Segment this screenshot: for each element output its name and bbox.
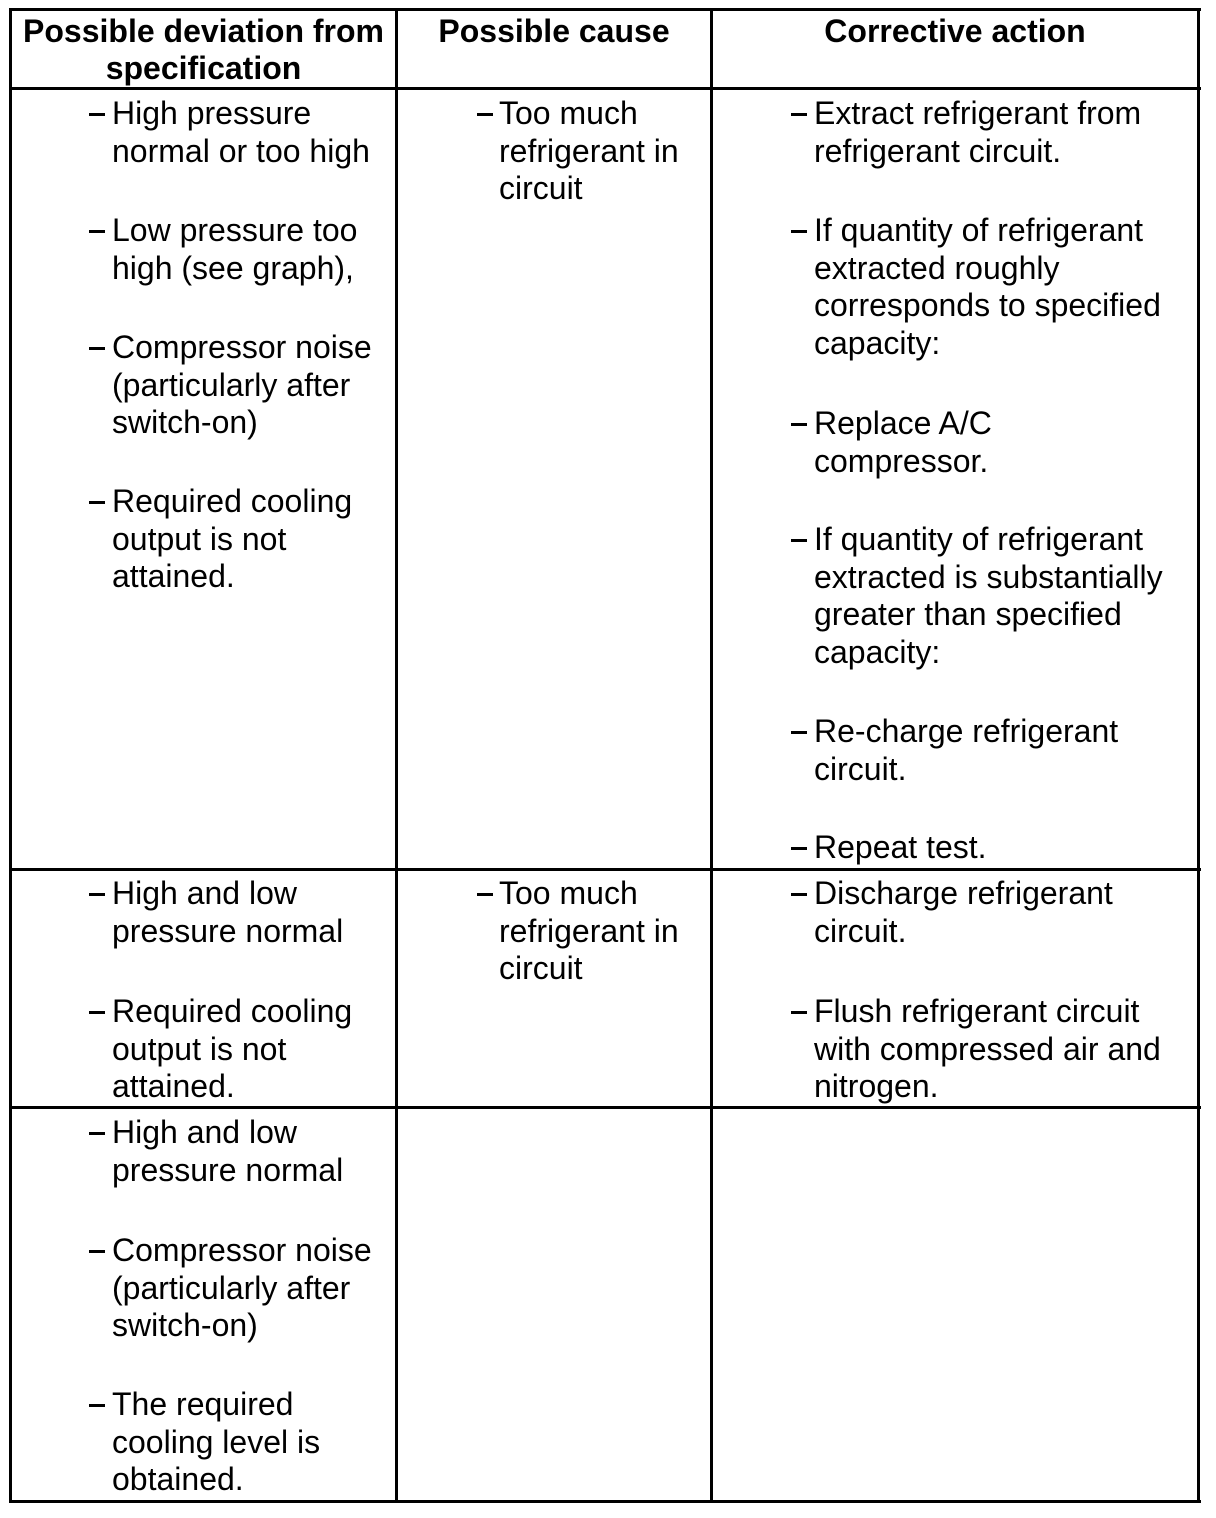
row-divider-2 — [9, 1106, 1201, 1109]
list-item: Too much refrigerant in circuit — [499, 875, 679, 986]
dash-icon — [791, 539, 807, 542]
dash-icon — [89, 501, 105, 504]
dash-icon — [791, 1011, 807, 1014]
dash-icon — [89, 1011, 105, 1014]
dash-icon — [89, 893, 105, 896]
table-border-bottom — [9, 1500, 1201, 1503]
dash-icon — [89, 1132, 105, 1135]
dash-icon — [89, 347, 105, 350]
list-item: Compressor noise (particularly after switch-on) — [112, 329, 372, 440]
header-divider — [9, 87, 1201, 90]
list-item: High pressure normal or too high — [112, 95, 370, 169]
dash-icon — [89, 1404, 105, 1407]
list-item: Re-charge refrigerant circuit. — [814, 713, 1119, 787]
dash-icon — [791, 893, 807, 896]
dash-icon — [477, 893, 493, 896]
column-divider-2 — [710, 8, 713, 1503]
table-border-right — [1197, 8, 1200, 1503]
header-action: Corrective action — [824, 13, 1086, 49]
list-item: If quantity of refrigerant extracted roughly corresponds to specified capacity: — [814, 212, 1161, 361]
dash-icon — [791, 847, 807, 850]
column-divider-1 — [395, 8, 398, 1503]
list-item: Too much refrigerant in circuit — [499, 95, 679, 206]
list-item: Flush refrigerant circuit with compressed air and nitrogen. — [814, 993, 1161, 1104]
list-item: The required cooling level is obtained. — [112, 1386, 321, 1497]
dash-icon — [89, 1250, 105, 1253]
dash-icon — [791, 731, 807, 734]
dash-icon — [89, 113, 105, 116]
table-border-top — [9, 8, 1201, 11]
list-item: Repeat test. — [814, 829, 987, 865]
header-deviation: Possible deviation from specification — [23, 13, 384, 86]
table-border-left — [9, 8, 12, 1503]
list-item: High and low pressure normal — [112, 875, 344, 949]
list-item: Compressor noise (particularly after switch-on) — [112, 1232, 372, 1343]
dash-icon — [791, 230, 807, 233]
list-item: If quantity of refrigerant extracted is substantially greater than specified capacity: — [814, 521, 1163, 670]
list-item: Replace A/C compressor. — [814, 405, 992, 479]
dash-icon — [791, 113, 807, 116]
row-divider-1 — [9, 868, 1201, 871]
list-item: Required cooling output is not attained. — [112, 483, 353, 594]
list-item: Discharge refrigerant circuit. — [814, 875, 1113, 949]
dash-icon — [791, 423, 807, 426]
dash-icon — [477, 113, 493, 116]
dash-icon — [89, 230, 105, 233]
list-item: Extract refrigerant from refrigerant circuit. — [814, 95, 1142, 169]
list-item: High and low pressure normal — [112, 1114, 344, 1188]
list-item: Required cooling output is not attained. — [112, 993, 353, 1104]
list-item: Low pressure too high (see graph), — [112, 212, 358, 286]
header-cause: Possible cause — [438, 13, 670, 49]
